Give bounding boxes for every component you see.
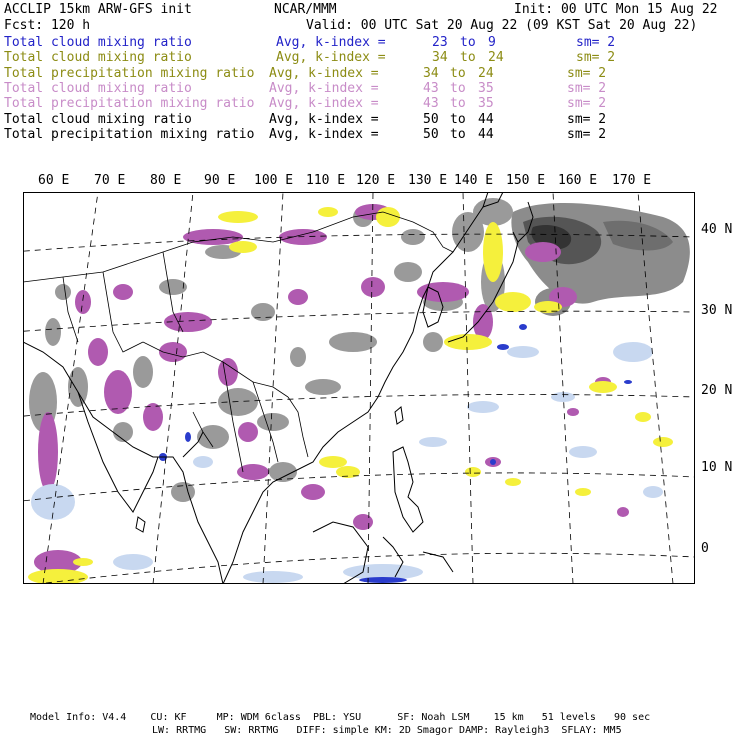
field-k-from: 43 [423,96,439,112]
field-avg-label: Avg, k-index = [269,80,379,96]
longitude-label: 170 E [612,173,652,188]
field-avg-label: Avg, k-index = [269,111,379,127]
field-avg-label: Avg, k-index = [269,65,379,81]
field-to-word: to [450,96,466,112]
field-k-to: 44 [478,111,494,127]
longitude-label: 70 E [94,173,126,188]
field-name: Total cloud mixing ratio [4,80,192,96]
field-to-word: to [450,126,466,142]
model-info-line2: LW: RRTMG SW: RRTMG DIFF: simple KM: 2D Smagor DAMP: Rayleigh3 SFLAY: MM5 [152,725,622,736]
field-avg-label: Avg, k-index = [269,126,379,142]
field-name: Total cloud mixing ratio [4,35,192,50]
field-smoothing: sm= 2 [567,111,607,127]
field-to-word: to [450,111,466,127]
field-k-to: 9 [488,35,496,50]
field-k-from: 50 [423,111,439,127]
model-info-line1: Model Info: V4.4 CU: KF MP: WDM 6class PBL: YSU SF: Noah LSM 15 km 51 levels 90 sec [30,712,651,723]
longitude-label: 100 E [254,173,294,188]
field-k-from: 50 [423,126,439,142]
field-k-from: 23 [432,35,448,50]
field-k-from: 43 [423,80,439,96]
field-to-word: to [450,65,466,81]
longitude-label: 120 E [356,173,396,188]
field-k-to: 24 [488,50,504,66]
field-smoothing: sm= 2 [567,65,607,81]
init-time: Init: 00 UTC Mon 15 Aug 22 [514,2,718,17]
field-to-word: to [460,50,476,66]
organization-label: NCAR/MMM [274,2,337,17]
latitude-label: 0 [701,541,709,556]
longitude-label: 60 E [38,173,70,188]
longitude-label: 90 E [204,173,236,188]
field-name: Total cloud mixing ratio [4,50,192,66]
longitude-label: 150 E [506,173,546,188]
field-avg-label: Avg, k-index = [269,96,379,112]
field-smoothing: sm= 2 [576,50,616,66]
longitude-label: 160 E [558,173,598,188]
longitude-label: 140 E [454,173,494,188]
field-k-from: 34 [432,50,448,66]
latitude-label: 10 N [701,460,733,475]
field-to-word: to [460,35,476,50]
forecast-hour: Fcst: 120 h [4,18,91,33]
valid-time: Valid: 00 UTC Sat 20 Aug 22 (09 KST Sat 20 Aug 22) [306,18,698,33]
weather-map [23,192,695,584]
field-name: Total precipitation mixing ratio [4,126,255,142]
field-name: Total cloud mixing ratio [4,111,192,127]
field-name: Total precipitation mixing ratio [4,65,255,81]
latitude-label: 40 N [701,222,733,237]
field-avg-label: Avg, k-index = [276,35,386,50]
latitude-label: 20 N [701,383,733,398]
plot-title: ACCLIP 15km ARW-GFS init [4,2,192,17]
field-smoothing: sm= 2 [567,80,607,96]
field-k-to: 35 [478,80,494,96]
field-k-from: 34 [423,65,439,81]
field-k-to: 24 [478,65,494,81]
field-avg-label: Avg, k-index = [276,50,386,66]
field-name: Total precipitation mixing ratio [4,96,255,112]
field-smoothing: sm= 2 [567,126,607,142]
field-to-word: to [450,80,466,96]
longitude-label: 130 E [408,173,448,188]
latitude-label: 30 N [701,303,733,318]
field-k-to: 35 [478,96,494,112]
field-smoothing: sm= 2 [567,96,607,112]
field-k-to: 44 [478,126,494,142]
longitude-label: 110 E [306,173,346,188]
field-smoothing: sm= 2 [576,35,616,50]
longitude-label: 80 E [150,173,182,188]
